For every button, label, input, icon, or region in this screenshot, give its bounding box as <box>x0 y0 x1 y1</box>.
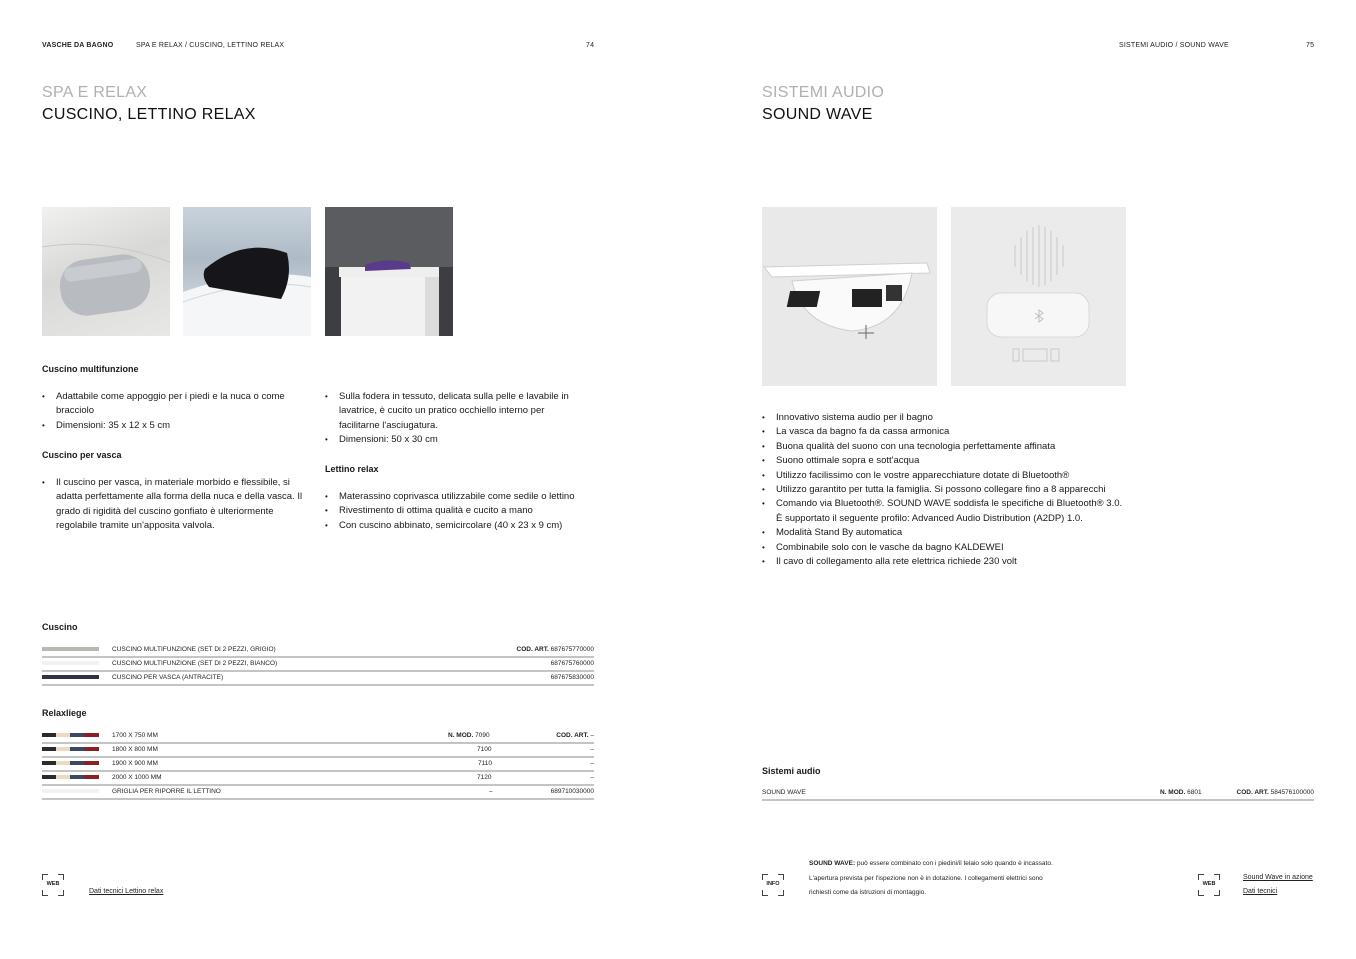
mod-value: 7110 <box>478 760 492 767</box>
product-name: 1900 X 900 MM <box>112 760 158 767</box>
cuscino-vasca-heading: Cuscino per vasca <box>42 450 122 460</box>
list-item: • Suono ottimale sopra e sott'acqua <box>762 454 1162 468</box>
note-line-3: richiesti come da istruzioni di montaggio. <box>809 889 927 896</box>
list-item: • Dimensioni: 50 x 30 cm <box>325 433 587 447</box>
code-value: 687675770000 <box>550 646 594 653</box>
dati-tecnici-lettino-link[interactable]: Dati tecnici Lettino relax <box>89 888 164 895</box>
web-icon[interactable] <box>42 874 64 896</box>
relax-lounger-illustration <box>325 207 453 336</box>
model-number <box>448 732 490 739</box>
product-name: CUSCINO MULTIFUNZIONE (SET DI 2 PEZZI, BIANCO) <box>112 660 278 667</box>
pillow-black-illustration <box>183 207 311 336</box>
table-row <box>42 743 594 758</box>
list-item: • Adattabile come appoggio per i piedi e la nuca o come bracciolo <box>42 390 292 419</box>
section-label: VASCHE DA BAGNO <box>42 42 114 49</box>
code-value: – <box>590 760 594 767</box>
color-swatches <box>42 747 99 751</box>
web-icon[interactable] <box>1198 874 1220 896</box>
table-row <box>762 786 1314 801</box>
list-item: • Il cuscino per vasca, in materiale morbido e flessibile, si adatta perfettamente alla forma della nuca e della vasca. Il grado di rigidità del cuscino gonfiato è ulteriormente regolabile tramite un'apposita valvola. <box>42 476 308 534</box>
table-row <box>42 671 594 686</box>
installation-note <box>809 857 1169 901</box>
mod-value: – <box>489 788 493 795</box>
code-value: – <box>590 774 594 781</box>
color-swatch-white <box>42 789 99 793</box>
table-row <box>42 785 594 800</box>
product-code <box>556 732 594 739</box>
breadcrumb: SPA E RELAX / CUSCINO, LETTINO RELAX <box>136 42 285 49</box>
list-item: • Comando via Bluetooth®. SOUND WAVE soddisfa le specifiche di Bluetooth® 3.0. È supportato il seguente profilo: Advanced Audio Distribution (A2DP) 1.0. <box>762 497 1162 526</box>
relaxliege-table-title: Relaxliege <box>42 708 87 718</box>
dati-tecnici-link[interactable]: Dati tecnici <box>1243 888 1278 895</box>
color-swatches <box>42 761 99 765</box>
page-number: 75 <box>1306 42 1315 49</box>
list-item: • Con cuscino abbinato, semicircolare (40 x 23 x 9 cm) <box>325 519 600 533</box>
page-title: CUSCINO, LETTINO RELAX <box>42 106 256 123</box>
color-swatch-white <box>42 661 99 665</box>
table-row <box>42 643 594 658</box>
breadcrumb: SISTEMI AUDIO / SOUND WAVE <box>1119 42 1229 49</box>
info-icon-label: INFO <box>766 881 780 887</box>
list-item: • Il cavo di collegamento alla rete elettrica richiede 230 volt <box>762 555 1162 569</box>
code-value: – <box>590 746 594 753</box>
product-name: 1800 X 800 MM <box>112 746 158 753</box>
sound-wave-in-azione-link[interactable]: Sound Wave in azione <box>1243 874 1313 881</box>
pillow-black-image <box>183 207 311 336</box>
color-swatches <box>42 775 99 779</box>
note-line-1 <box>809 857 1169 872</box>
product-name: SOUND WAVE <box>762 789 806 796</box>
list-item: • Combinabile solo con le vasche da bagno KALDEWEI <box>762 541 1162 555</box>
table-row <box>42 771 594 786</box>
code-label: COD. ART. <box>556 732 589 739</box>
note-bold: SOUND WAVE: <box>809 860 856 867</box>
cuscino-multifunzione-list <box>42 390 292 433</box>
page-number: 74 <box>586 42 595 49</box>
mod-label: N. MOD. <box>1160 789 1186 796</box>
product-name: 1700 X 750 MM <box>112 732 158 739</box>
page-subtitle: SPA E RELAX <box>42 84 148 101</box>
code-value: 689710030000 <box>550 788 594 795</box>
model-number <box>1160 789 1202 796</box>
sound-wave-illustration <box>951 207 1126 386</box>
note-line-2: L'apertura prevista per l'ispezione non è in dotazione. I collegamenti elettrici sono <box>809 874 1043 882</box>
product-code <box>517 646 594 653</box>
mod-value: 6801 <box>1187 789 1202 796</box>
color-swatches <box>42 733 99 737</box>
code-value: 687675760000 <box>550 660 594 667</box>
bathtub-illustration <box>762 207 937 386</box>
list-item: • Innovativo sistema audio per il bagno <box>762 411 1162 425</box>
product-name: 2000 X 1000 MM <box>112 774 162 781</box>
list-item: • Utilizzo garantito per tutta la famiglia. Si possono collegare fino a 8 apparecchi <box>762 483 1162 497</box>
list-item: • Utilizzo facilissimo con le vostre apparecchiature dotate di Bluetooth® <box>762 469 1162 483</box>
list-item: • Modalità Stand By automatica <box>762 526 1162 540</box>
list-item: • Materassino coprivasca utilizzabile come sedile o lettino <box>325 490 600 504</box>
relax-lounger-image <box>325 207 453 336</box>
pillow-grey-image <box>42 207 170 336</box>
list-item: • Sulla fodera in tessuto, delicata sulla pelle e lavabile in lavatrice, è cucito un pratico occhiello interno per facilitarne l'asciugatura. <box>325 390 587 433</box>
lettino-relax-list <box>325 490 600 533</box>
web-icon-label: WEB <box>1202 881 1216 887</box>
note-text: può essere combinato con i piedini/il telaio solo quando è incassato. <box>855 860 1053 867</box>
product-code <box>1237 789 1314 796</box>
table-row <box>42 729 594 744</box>
page-title: SOUND WAVE <box>762 106 873 123</box>
mod-value: 7120 <box>477 774 492 781</box>
code-label: COD. ART. <box>516 646 549 653</box>
product-name: CUSCINO PER VASCA (ANTRACITE) <box>112 674 224 681</box>
sound-wave-image <box>951 207 1126 386</box>
cuscino-multifunzione-heading: Cuscino multifunzione <box>42 364 139 374</box>
sound-wave-features-list <box>762 411 1162 569</box>
code-value: 687675830000 <box>550 674 594 681</box>
mod-label: N. MOD. <box>448 732 474 739</box>
table-row <box>42 757 594 772</box>
list-item: • Buona qualità del suono con una tecnologia perfettamente affinata <box>762 440 1162 454</box>
lettino-relax-heading: Lettino relax <box>325 464 379 474</box>
mod-value: 7090 <box>475 732 490 739</box>
fodera-list <box>325 390 587 448</box>
color-swatch-grey <box>42 647 99 651</box>
list-item: • Rivestimento di ottima qualità e cucito a mano <box>325 504 600 518</box>
mod-value: 7100 <box>477 746 492 753</box>
table-row <box>42 657 594 672</box>
color-swatch-anthracite <box>42 675 99 679</box>
cuscino-table-title: Cuscino <box>42 622 78 632</box>
code-value: – <box>590 732 594 739</box>
web-icon-label: WEB <box>46 881 60 887</box>
bathtub-underside-image <box>762 207 937 386</box>
product-name: CUSCINO MULTIFUNZIONE (SET DI 2 PEZZI, GRIGIO) <box>112 646 276 653</box>
code-value: 584576100000 <box>1270 789 1314 796</box>
audio-table-title: Sistemi audio <box>762 766 821 776</box>
list-item: • La vasca da bagno fa da cassa armonica <box>762 425 1162 439</box>
list-item: • Dimensioni: 35 x 12 x 5 cm <box>42 419 292 433</box>
code-label: COD. ART. <box>1236 789 1269 796</box>
cuscino-vasca-list <box>42 476 308 534</box>
info-icon <box>762 874 784 896</box>
pillow-grey-illustration <box>42 207 170 336</box>
product-name: GRIGLIA PER RIPORRE IL LETTINO <box>112 788 221 795</box>
page-subtitle: SISTEMI AUDIO <box>762 84 885 101</box>
